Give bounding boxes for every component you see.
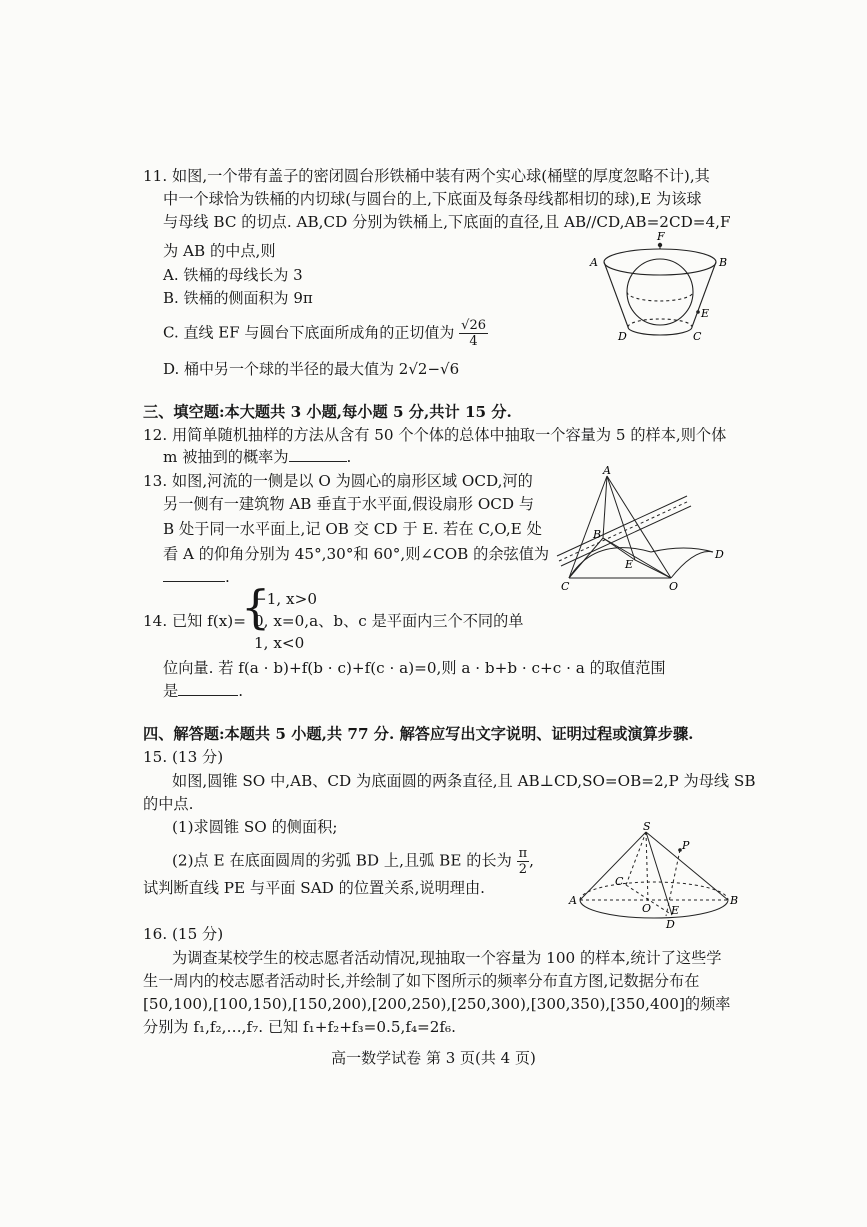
q15-fig-label-d: D xyxy=(666,918,675,931)
q15-part1: (1)求圆锥 SO 的侧面积; xyxy=(172,818,338,836)
q16-line3: [50,100),[100,150),[150,200),[200,250),[250,300),[300,350),[350,400]的频率 xyxy=(143,995,731,1013)
q13-fig-label-o: O xyxy=(669,580,679,593)
q11-fig-label-f: F xyxy=(657,230,665,243)
q11-frustum-figure xyxy=(590,232,730,347)
q14-case2 xyxy=(254,610,523,632)
q14-case1: −1, x>0 xyxy=(254,590,317,608)
q15-fig-label-p: P xyxy=(682,839,690,852)
section-4-heading: 四、解答题:本题共 5 小题,共 77 分. 解答应写出文字说明、证明过程或演算步骤. xyxy=(143,725,694,743)
q16-line4: 分别为 f₁,f₂,…,f₇. 已知 f₁+f₂+f₃=0.5,f₄=2f₆. xyxy=(143,1018,456,1036)
q15-part2-text: (2)点 E 在底面圆周的劣弧 BD 上,且弧 BE 的长为 xyxy=(172,851,512,870)
q15-part2-comma: , xyxy=(529,851,534,870)
q16-line2: 生一周内的校志愿者活动时长,并绘制了如下图所示的频率分布直方图,记数据分布在 xyxy=(143,972,700,990)
q15-part2-fraction xyxy=(517,846,530,877)
q13-fig-label-a: A xyxy=(603,464,611,477)
q15-last-line: 试判断直线 PE 与平面 SAD 的位置关系,说明理由. xyxy=(143,879,486,897)
q13-fig-label-c: C xyxy=(561,580,570,593)
q12-answer-blank xyxy=(289,446,347,462)
q11-option-a: A. 铁桶的母线长为 3 xyxy=(163,266,303,284)
q11-fig-label-a: A xyxy=(590,256,598,269)
q15-part2-numerator: π xyxy=(518,846,528,861)
q11-option-c xyxy=(163,318,488,349)
q14-answer-blank xyxy=(178,680,238,696)
q15-fig-label-o: O xyxy=(642,902,652,915)
q15-fig-label-s: S xyxy=(643,820,651,833)
q13-answer-line: . xyxy=(163,566,230,588)
q12-line2-text: m 被抽到的概率为 xyxy=(163,448,289,466)
q11-option-c-fraction xyxy=(459,318,488,349)
q14-line2: 位向量. 若 f(a · b)+f(b · c)+f(c · a)=0,则 a · b+b · c+c · a 的取值范围 xyxy=(163,659,666,677)
q14-line3: 是 . xyxy=(163,682,244,700)
q14-case2-text: 0, x=0, xyxy=(254,612,310,630)
q15-fig-label-b: B xyxy=(730,894,739,907)
q11-line3: 与母线 BC 的切点. AB,CD 分别为铁桶上,下底面的直径,且 AB//CD,AB=2CD=4,F xyxy=(163,213,731,231)
q11-fig-label-e: E xyxy=(701,307,710,320)
q15-part2 xyxy=(172,846,534,877)
page-footer: 高一数学试卷 第 3 页(共 4 页) xyxy=(331,1049,536,1067)
q13-line1: 13. 如图,河流的一侧是以 O 为圆心的扇形区域 OCD,河的 xyxy=(143,472,533,490)
q11-line2: 中一个球恰为铁桶的内切球(与圆台的上,下底面及每条母线都相切的球),E 为该球 xyxy=(163,190,702,208)
q11-option-b: B. 铁桶的侧面积为 9π xyxy=(163,289,313,307)
q11-option-c-numerator: √26 xyxy=(461,318,486,333)
q13-answer-blank xyxy=(163,566,225,582)
q13-fig-label-d: D xyxy=(715,548,724,561)
section-3-heading: 三、填空题:本大题共 3 小题,每小题 5 分,共计 15 分. xyxy=(143,403,512,421)
q11-option-d: D. 桶中另一个球的半径的最大值为 2√2−√6 xyxy=(163,360,460,378)
q16-line1: 为调查某校学生的校志愿者活动情况,现抽取一个容量为 100 的样本,统计了这些学 xyxy=(172,949,722,967)
q15-fig-label-a: A xyxy=(569,894,577,907)
q11-option-c-denominator: 4 xyxy=(469,334,478,349)
q15-fig-label-c: C xyxy=(615,875,624,888)
q15-part2-denominator: 2 xyxy=(518,862,528,877)
q11-fig-label-c: C xyxy=(693,330,702,343)
q15-fig-label-e: E xyxy=(671,904,680,917)
q12-line2: m 被抽到的概率为 . xyxy=(163,448,352,466)
q13-line4: 看 A 的仰角分别为 45°,30°和 60°,则∠COB 的余弦值为 xyxy=(163,545,550,563)
q11-fig-label-b: B xyxy=(719,256,728,269)
q14-case2-tail: a、b、c 是平面内三个不同的单 xyxy=(309,612,524,630)
q13-line3: B 处于同一水平面上,记 OB 交 CD 于 E. 若在 C,O,E 处 xyxy=(163,520,542,538)
q15-line2: 的中点. xyxy=(143,795,194,813)
q13-line2: 另一侧有一建筑物 AB 垂直于水平面,假设扇形 OCD 与 xyxy=(163,495,535,513)
q13-fig-label-b: B xyxy=(593,528,602,541)
q15-cone-figure xyxy=(568,822,738,932)
q14-piecewise-brace: { xyxy=(241,580,271,634)
q15-head: 15. (13 分) xyxy=(143,748,224,766)
q16-head: 16. (15 分) xyxy=(143,925,224,943)
q14-lead: 14. 已知 f(x)= xyxy=(143,612,246,630)
q11-option-c-text: C. 直线 EF 与圆台下底面所成角的正切值为 xyxy=(163,323,455,342)
q11-line4: 为 AB 的中点,则 xyxy=(163,242,276,260)
q14-line3-text: 是 xyxy=(163,682,179,700)
q12-line1: 12. 用简单随机抽样的方法从含有 50 个个体的总体中抽取一个容量为 5 的样本,则个体 xyxy=(143,426,727,444)
q15-line1: 如图,圆锥 SO 中,AB、CD 为底面圆的两条直径,且 AB⊥CD,SO=OB=2,P 为母线 SB xyxy=(172,772,756,790)
q11-line1: 11. 如图,一个带有盖子的密闭圆台形铁桶中装有两个实心球(桶壁的厚度忽略不计),其 xyxy=(143,167,710,185)
q11-fig-label-d: D xyxy=(618,330,627,343)
q13-fig-label-e: E xyxy=(625,558,634,571)
q14-case3: 1, x<0 xyxy=(254,634,305,652)
q13-river-figure xyxy=(555,466,735,594)
